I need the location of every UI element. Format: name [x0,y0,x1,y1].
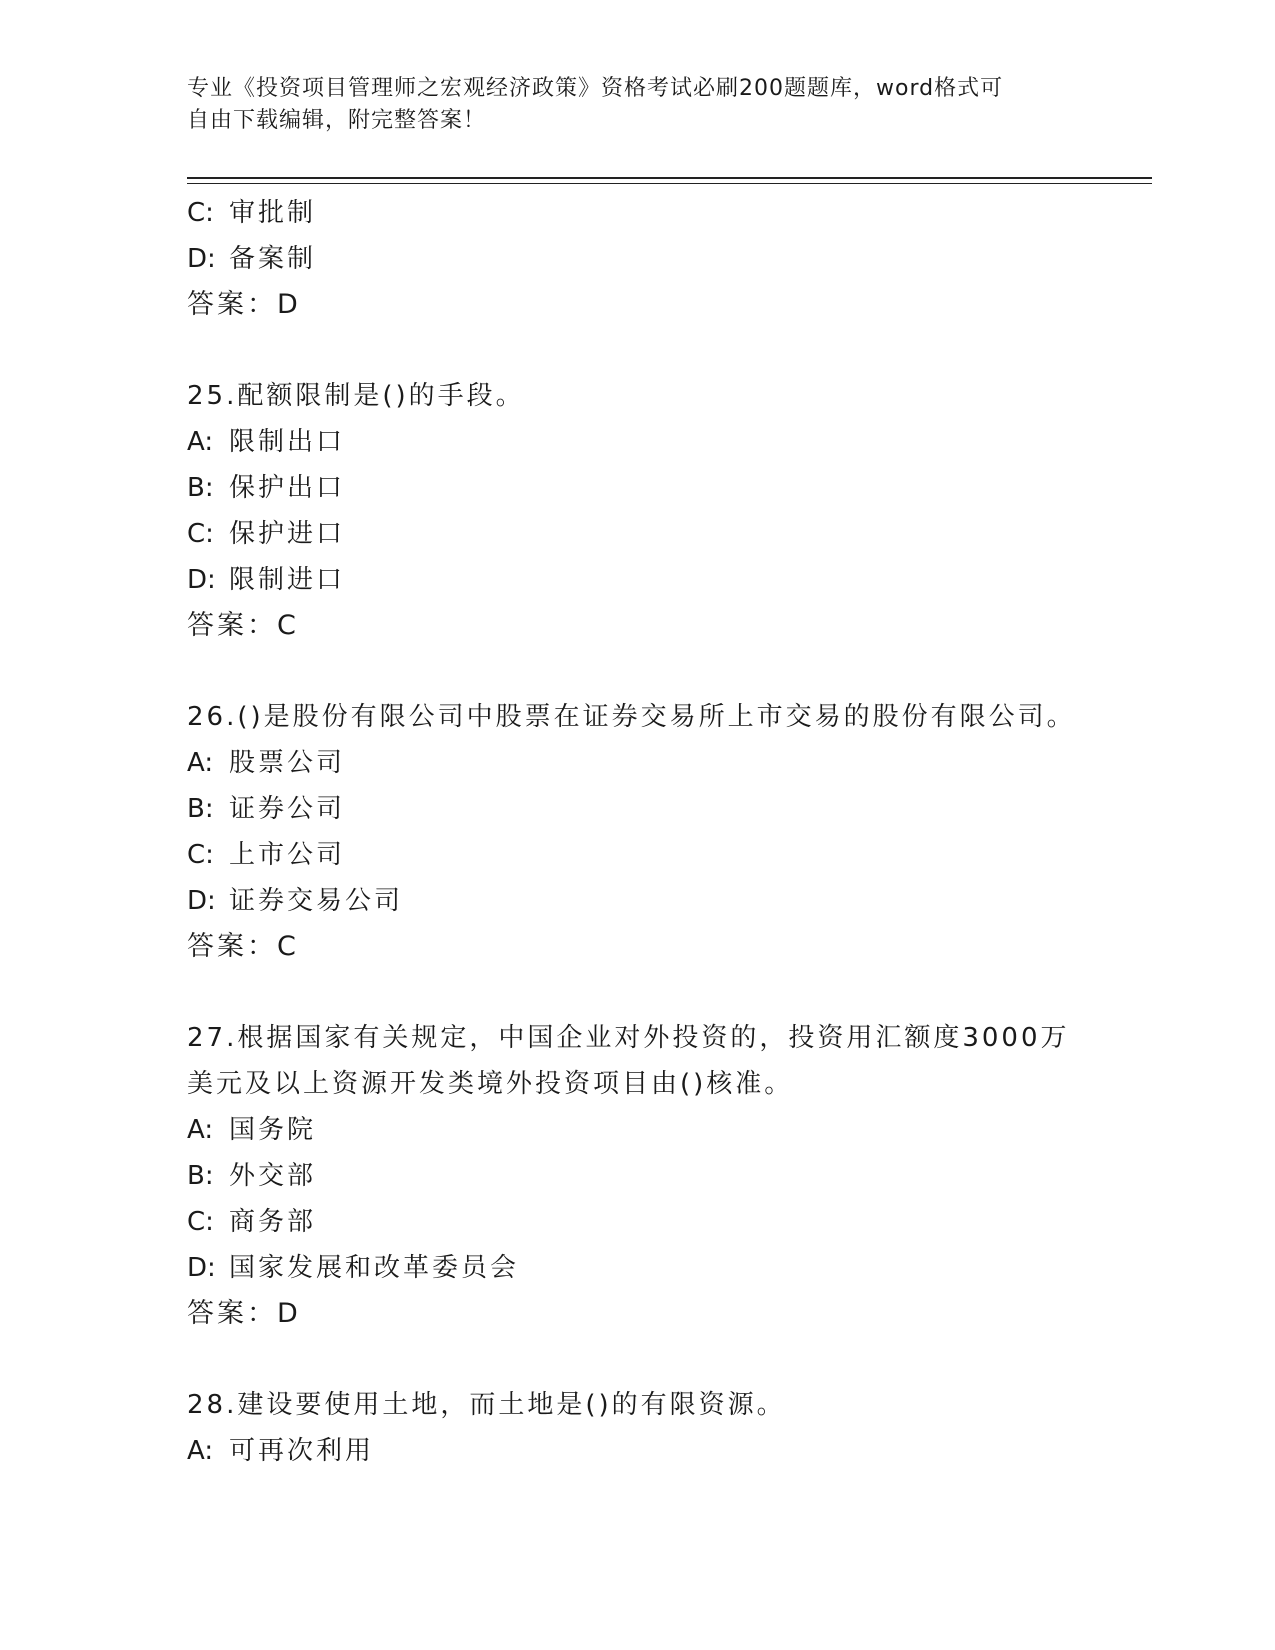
option-c [187,511,1147,557]
header-rule-thin [187,183,1152,184]
option-text: 外交部 [229,1161,317,1191]
question-28 [187,1382,1147,1474]
option-d [187,878,1147,924]
option-letter: A: [187,1115,214,1145]
option-b [187,465,1147,511]
question-stem: 25.配额限制是()的手段。 [187,381,525,411]
option-c [187,832,1147,878]
option-text: 限制出口 [229,427,346,457]
question-27 [187,1015,1147,1337]
option-a [187,419,1147,465]
answer-line: 答案：C [187,931,299,962]
question-stem: 28.建设要使用土地，而土地是()的有限资源。 [187,1390,786,1420]
option-c [187,190,1147,236]
option-a [187,1107,1147,1153]
question-25 [187,373,1147,649]
answer-line: 答案：D [187,289,301,320]
option-text: 证券交易公司 [229,886,404,916]
answer-line: 答案：C [187,610,299,641]
question-stem: 26.()是股份有限公司中股票在证券交易所上市交易的股份有限公司。 [187,702,1076,732]
option-letter: D: [187,886,216,916]
option-letter: B: [187,473,214,503]
option-letter: D: [187,244,216,274]
question-list [187,190,1147,1474]
option-text: 审批制 [229,198,317,228]
option-letter: C: [187,198,214,228]
option-a [187,1428,1147,1474]
question-stem-line-2: 美元及以上资源开发类境外投资项目由()核准。 [187,1069,794,1099]
option-text: 国家发展和改革委员会 [229,1253,520,1283]
option-d [187,236,1147,282]
option-text: 保护出口 [229,473,346,503]
option-text: 股票公司 [229,748,346,778]
option-letter: B: [187,1161,214,1191]
header-title-line-2: 自由下载编辑，附完整答案！ [187,108,487,133]
question-stem-line-1: 27.根据国家有关规定，中国企业对外投资的，投资用汇额度3000万 [187,1023,1070,1053]
option-letter: B: [187,794,214,824]
option-letter: A: [187,427,214,457]
question-26 [187,694,1147,970]
option-letter: D: [187,565,216,595]
question-24-tail [187,190,1147,328]
answer-line: 答案：D [187,1298,301,1329]
option-letter: C: [187,519,214,549]
header-rule-thick [187,177,1152,179]
option-letter: A: [187,1436,214,1466]
option-d [187,557,1147,603]
option-letter: C: [187,1207,214,1237]
option-text: 商务部 [229,1207,317,1237]
option-letter: C: [187,840,214,870]
option-a [187,740,1147,786]
option-text: 备案制 [229,244,317,274]
option-text: 国务院 [229,1115,317,1145]
option-c [187,1199,1147,1245]
option-text: 可再次利用 [229,1436,375,1466]
header-title-line-1: 专业《投资项目管理师之宏观经济政策》资格考试必刷200题题库，word格式可 [187,76,1004,101]
option-letter: A: [187,748,214,778]
option-text: 上市公司 [229,840,346,870]
option-text: 保护进口 [229,519,346,549]
option-text: 限制进口 [229,565,346,595]
document-header [187,73,1067,137]
option-letter: D: [187,1253,216,1283]
option-b [187,1153,1147,1199]
option-text: 证券公司 [229,794,346,824]
option-d [187,1245,1147,1291]
option-b [187,786,1147,832]
